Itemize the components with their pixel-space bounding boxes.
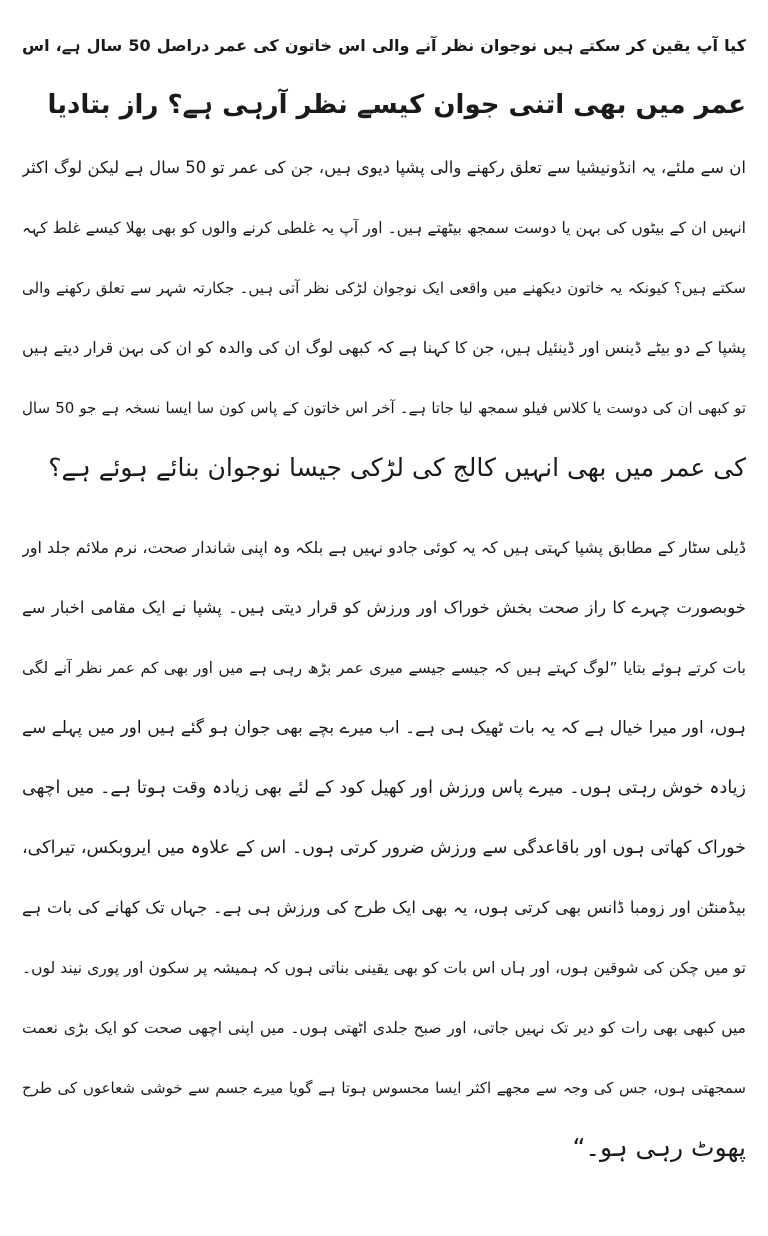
paragraph-line: پشپا کے دو بیٹے ڈینس اور ڈینئیل ہیں، جن کا کہنا ہے کہ کبھی لوگ ان کی والدہ کو ان کی بہن قرار دیتے ہیں xyxy=(22,338,746,357)
paragraph-line: انہیں ان کے بیٹوں کی بہن یا دوست سمجھ بیٹھتے ہیں۔ اور آپ یہ غلطی کرنے والوں کو بھی بھلا کیسے غلط کہہ xyxy=(22,219,746,237)
headline-line: کیا آپ یقین کر سکتے ہیں نوجوان نظر آنے والی اس خاتون کی عمر دراصل 50 سال ہے، اس xyxy=(22,36,746,55)
paragraph-line: بات کرتے ہوئے بتایا ”لوگ کہتے ہیں کہ جیسے جیسے میری عمر بڑھ رہی ہے میں اور بھی کم عمر نظر آنے لگی xyxy=(22,659,746,677)
paragraph-line: خوبصورت چہرے کا راز صحت بخش خوراک اور ورزش کو قرار دیتی ہیں۔ پشپا نے ایک مقامی اخبار سے xyxy=(22,598,746,617)
headline-line: عمر میں بھی اتنی جوان کیسے نظر آرہی ہے؟ راز بتادیا xyxy=(47,90,746,120)
paragraph-line: کی عمر میں بھی انہیں کالج کی لڑکی جیسا نوجوان بنائے ہوئے ہے؟ xyxy=(48,453,746,482)
paragraph-line: سکتے ہیں؟ کیونکہ یہ خاتون دیکھنے میں واقعی ایک نوجوان لڑکی نظر آتی ہیں۔ جکارتہ شہر سے تعلق رکھنے والی xyxy=(22,279,746,297)
paragraph-line: تو کبھی ان کی دوست یا کلاس فیلو سمجھ لیا جاتا ہے۔ آخر اس خاتون کے پاس کون سا ایسا نسخہ ہے جو 50 سال xyxy=(22,399,746,417)
paragraph-line: ہوں، اور میرا خیال ہے کہ یہ بات ٹھیک ہی ہے۔ اب میرے بچے بھی جوان ہو گئے ہیں اور میں پہلے سے xyxy=(22,718,746,738)
paragraph-line: زیادہ خوش رہتی ہوں۔ میرے پاس ورزش اور کھیل کود کے لئے بھی زیادہ وقت ہوتا ہے۔ میں اچھی xyxy=(22,778,746,798)
paragraph-line: پھوٹ رہی ہو۔“ xyxy=(572,1133,746,1162)
article xyxy=(22,0,746,1236)
paragraph-line: ان سے ملئے، یہ انڈونیشیا سے تعلق رکھنے والی پشپا دیوی ہیں، جن کی عمر تو 50 سال ہے لیکن لوگ اکثر xyxy=(22,158,746,177)
paragraph-line: تو میں چکن کی شوقین ہوں، اور ہاں اس بات کو بھی یقینی بناتی ہوں کہ ہمیشہ پر سکون اور پوری نیند لوں۔ xyxy=(22,959,746,977)
paragraph-line: سمجھتی ہوں، جس کی وجہ سے مجھے اکثر ایسا محسوس ہوتا ہے گویا میرے جسم سے خوشی شعاعوں کی طرح xyxy=(22,1079,746,1097)
paragraph-line: ڈیلی سٹار کے مطابق پشپا کہتی ہیں کہ یہ کوئی جادو نہیں ہے بلکہ وہ اپنی شاندار صحت، نرم ملائم جلد اور xyxy=(22,538,746,557)
paragraph-line: بیڈمنٹن اور زومبا ڈانس بھی کرتی ہوں، یہ بھی ایک طرح کی ورزش ہی ہے۔ جہاں تک کھانے کی بات ہے xyxy=(22,898,746,917)
paragraph-line: میں کبھی بھی رات کو دیر تک نہیں جاتی، اور صبح جلدی اٹھتی ہوں۔ میں اپنی اچھی صحت کو ایک بڑی نعمت xyxy=(22,1019,746,1037)
paragraph-line: خوراک کھاتی ہوں اور باقاعدگی سے ورزش ضرور کرتی ہوں۔ اس کے علاوہ میں ایروبکس، تیراکی، xyxy=(22,838,746,858)
